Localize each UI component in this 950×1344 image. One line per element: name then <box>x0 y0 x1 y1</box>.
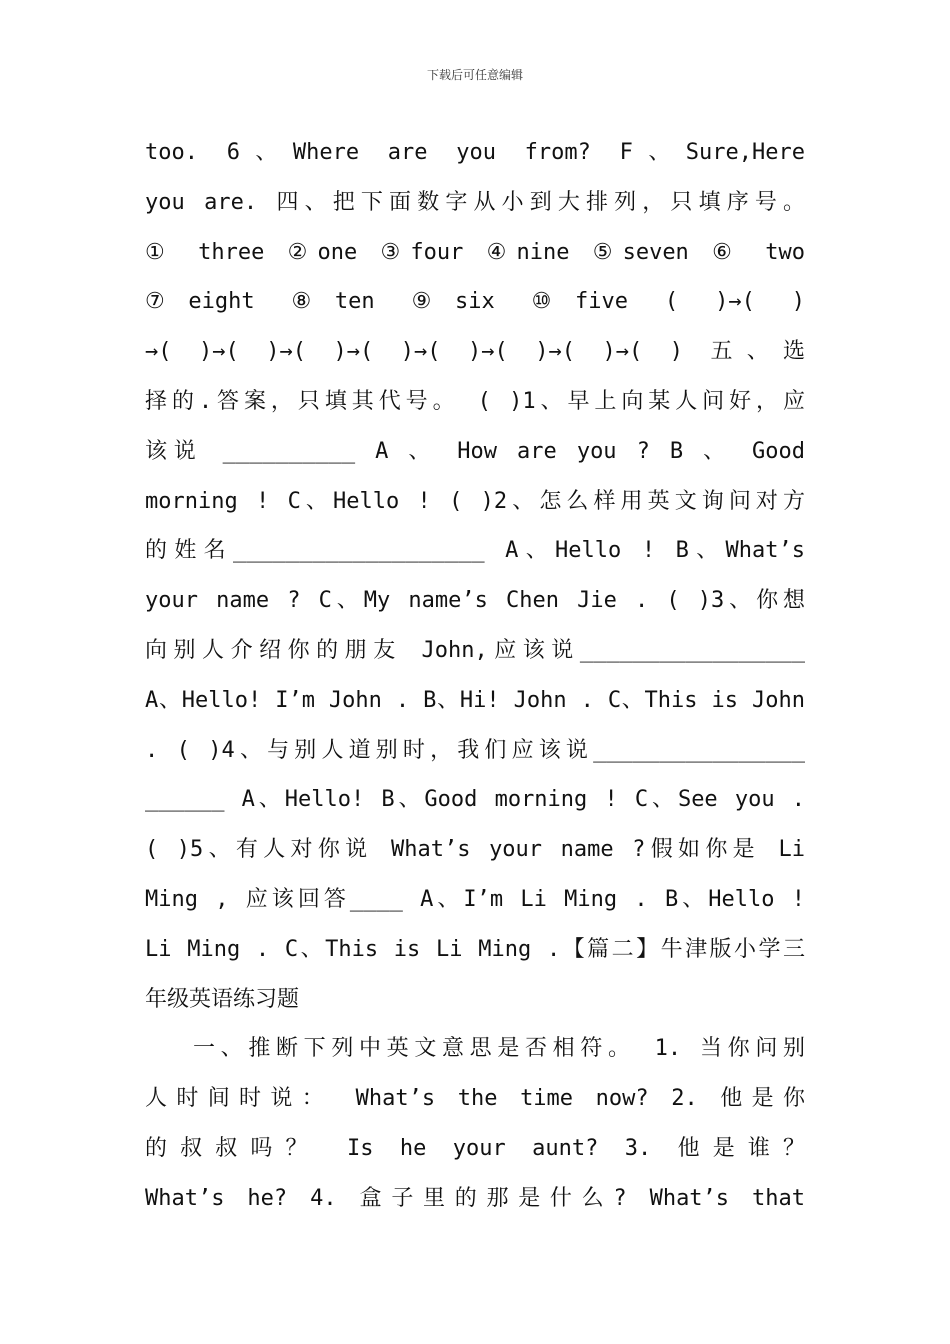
text-line: 的叔叔吗？ Is he your aunt? 3. 他是谁？ <box>145 1135 805 1161</box>
text-line: ______ A、Hello! B、Good morning ! C、See you . <box>145 787 805 813</box>
text-line: 择的.答案，只填其代号。 ( )1、早上向某人问好，应 <box>145 388 805 414</box>
text-line: 一、推断下列中英文意思是否相符。 1. 当你问别 <box>193 1036 805 1062</box>
text-line: 的姓名___________________ A、Hello ! B、What’s <box>145 538 805 564</box>
text-line: 向别人介绍你的朋友 John,应该说_________________ <box>145 637 805 663</box>
text-line: Li Ming . C、This is Li Ming .【篇二】牛津版小学三 <box>145 936 805 962</box>
text-line: 年级英语练习题 <box>145 986 300 1012</box>
text-line: What’s he? 4. 盒子里的那是什么? What’s that <box>145 1185 805 1211</box>
page-header: 下载后可任意编辑 <box>426 68 523 82</box>
text-line: you are. 四、把下面数字从小到大排列，只填序号。 <box>145 189 805 215</box>
text-line: ① three ②one ③four ④nine ⑤seven ⑥ two <box>145 239 805 265</box>
text-line: ⑦eight ⑧ten ⑨six ⑩five ( )→( ) <box>145 289 805 315</box>
text-line: too. 6、Where are you from? F、Sure,Here <box>145 140 805 165</box>
text-line: 该说 __________ A 、 How are you ? B 、 Good <box>145 438 805 464</box>
document-body <box>145 128 805 1224</box>
text-line: Ming , 应该回答____ A、I’m Li Ming . B、Hello ! <box>145 886 805 912</box>
text-line: 人时间时说： What’s the time now? 2. 他是你 <box>145 1086 805 1112</box>
text-line: →( )→( )→( )→( )→( )→( )→( )→( ) 五、选 <box>145 339 805 365</box>
text-line: morning ! C、Hello ! ( )2、怎么样用英文询问对方 <box>145 488 805 514</box>
text-line: . ( )4、与别人道别时，我们应该说________________ <box>145 737 805 763</box>
text-line: A、Hello! I’m John . B、Hi! John . C、This is John <box>145 687 805 713</box>
text-line: your name ? C、My name’s Chen Jie . ( )3、你想 <box>145 588 805 614</box>
text-line: ( )5、有人对你说 What’s your name ?假如你是 Li <box>145 837 805 863</box>
